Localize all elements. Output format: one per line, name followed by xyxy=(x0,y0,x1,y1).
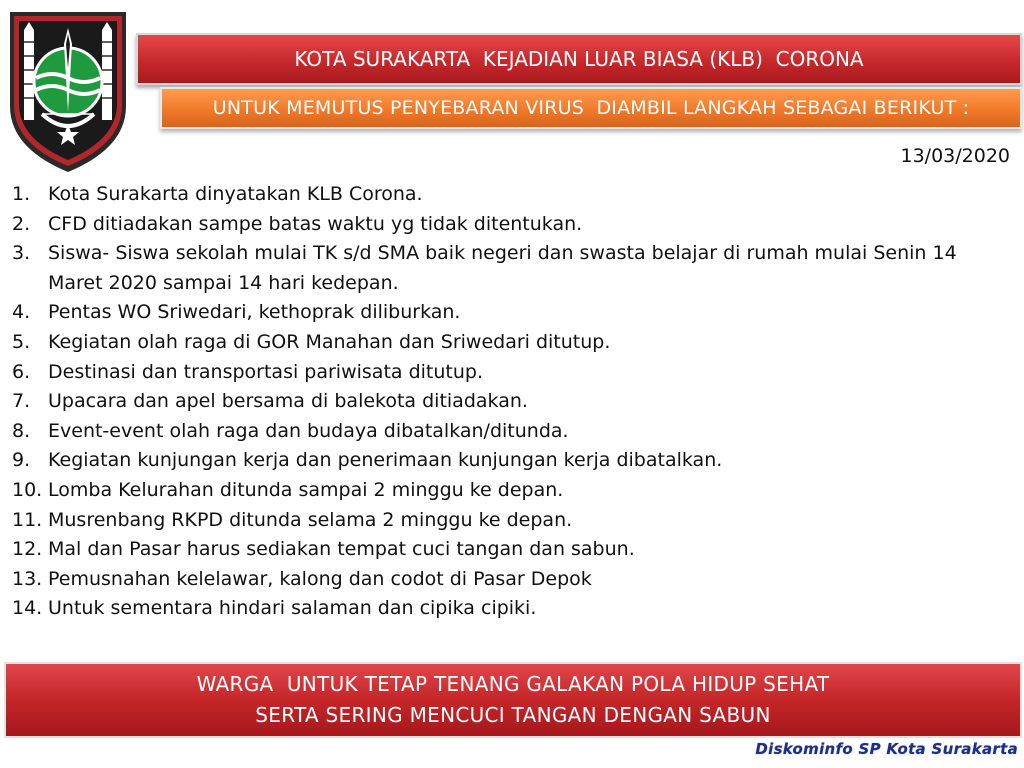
list-item-text: Destinasi dan transportasi pariwisata ditutup. xyxy=(48,360,483,383)
list-item-number: 7. xyxy=(12,390,31,413)
list-item xyxy=(12,387,1016,417)
list-item-text: CFD ditiadakan sampe batas waktu yg tidak ditentukan. xyxy=(48,212,583,235)
list-item-text: Untuk sementara hindari salaman dan cipika cipiki. xyxy=(48,597,537,620)
list-item-number: 8. xyxy=(12,419,31,442)
footer-banner xyxy=(4,662,1022,738)
source-credit: Diskominfo SP Kota Surakarta xyxy=(755,740,1018,758)
list-item xyxy=(12,565,1016,595)
list-item-number: 13. xyxy=(12,567,43,590)
list-item-text: Pentas WO Sriwedari, kethoprak diliburkan. xyxy=(48,301,461,324)
list-item-number: 12. xyxy=(12,538,43,561)
list-item-text: Musrenbang RKPD ditunda selama 2 minggu ke depan. xyxy=(48,508,573,531)
list-item-text: Upacara dan apel bersama di balekota ditiadakan. xyxy=(48,390,528,413)
list-item-text: Siswa- Siswa sekolah mulai TK s/d SMA baik negeri dan swasta belajar di rumah mulai Senin 14 Maret 2020 sampai 14 hari kedepan. xyxy=(48,242,957,294)
list-item xyxy=(12,506,1016,536)
list-item-number: 1. xyxy=(12,183,31,205)
list-item-number: 6. xyxy=(12,360,31,383)
footer-line-1: WARGA UNTUK TETAP TENANG GALAKAN POLA HIDUP SEHAT xyxy=(196,672,830,696)
list-item-number: 14. xyxy=(12,597,43,620)
page-title: KOTA SURAKARTA KEJADIAN LUAR BIASA (KLB) CORONA xyxy=(294,47,864,71)
list-item-text: Mal dan Pasar harus sediakan tempat cuci tangan dan sabun. xyxy=(48,538,635,561)
announcement-date: 13/03/2020 xyxy=(900,145,1010,167)
list-item-number: 3. xyxy=(12,242,31,265)
list-item-text: Lomba Kelurahan ditunda sampai 2 minggu ke depan. xyxy=(48,478,564,501)
list-item-text: Pemusnahan kelelawar, kalong dan codot di Pasar Depok xyxy=(48,567,592,590)
list-item-text: Event-event olah raga dan budaya dibatalkan/ditunda. xyxy=(48,419,569,442)
measures-list xyxy=(12,180,1016,624)
list-item xyxy=(12,358,1016,388)
list-item-text: Kegiatan olah raga di GOR Manahan dan Sriwedari ditutup. xyxy=(48,330,611,353)
list-item xyxy=(12,594,1016,624)
list-item-number: 2. xyxy=(12,212,31,235)
list-item-number: 10. xyxy=(12,478,43,501)
list-item xyxy=(12,535,1016,565)
list-item-text: Kegiatan kunjungan kerja dan penerimaan kunjungan kerja dibatalkan. xyxy=(48,449,723,472)
list-item xyxy=(12,446,1016,476)
title-banner xyxy=(136,33,1022,85)
list-item xyxy=(12,298,1016,328)
list-item xyxy=(12,417,1016,447)
subtitle-banner xyxy=(160,87,1022,129)
list-item-number: 11. xyxy=(12,508,43,531)
page-subtitle: UNTUK MEMUTUS PENYEBARAN VIRUS DIAMBIL LANGKAH SEBAGAI BERIKUT : xyxy=(212,97,970,119)
city-emblem-icon xyxy=(6,8,130,176)
list-item xyxy=(12,328,1016,358)
list-item xyxy=(12,476,1016,506)
list-item-number: 4. xyxy=(12,301,31,324)
list-item-number: 5. xyxy=(12,330,31,353)
list-item-number: 9. xyxy=(12,449,31,472)
list-item-text: Kota Surakarta dinyatakan KLB Corona. xyxy=(48,183,423,205)
list-item xyxy=(12,180,1016,210)
list-item xyxy=(12,239,1016,298)
footer-line-2: SERTA SERING MENCUCI TANGAN DENGAN SABUN xyxy=(255,703,771,727)
list-item xyxy=(12,210,1016,240)
